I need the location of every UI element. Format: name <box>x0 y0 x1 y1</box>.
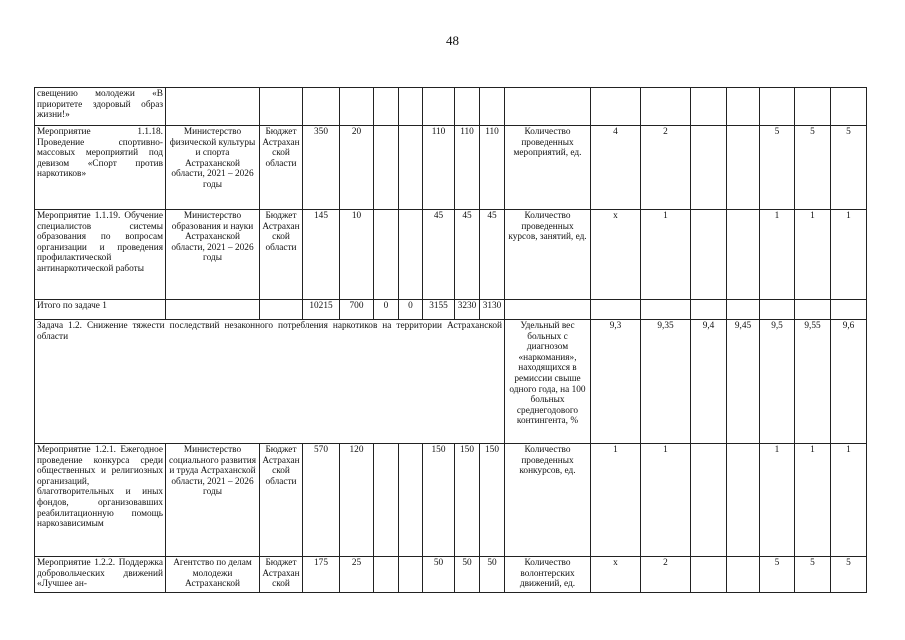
value-cell <box>374 210 399 300</box>
target-cell: 5 <box>760 126 795 210</box>
value-cell <box>399 210 423 300</box>
value-cell <box>374 444 399 557</box>
target-cell: 1 <box>641 444 691 557</box>
target-cell <box>727 126 760 210</box>
value-cell: 45 <box>480 210 505 300</box>
total-value-cell: 3230 <box>455 300 480 320</box>
target-cell: 5 <box>831 557 867 593</box>
value-cell <box>399 444 423 557</box>
target-cell: 1 <box>795 210 831 300</box>
value-cell: 25 <box>340 557 374 593</box>
total-value-cell: 0 <box>374 300 399 320</box>
target-cell: 2 <box>641 126 691 210</box>
value-cell: 350 <box>303 126 340 210</box>
value-cell: 110 <box>455 126 480 210</box>
activity-cell: свещению молодежи «В приоритете здоровый образ жизни!» <box>35 88 166 126</box>
target-cell: 1 <box>591 444 641 557</box>
value-cell: 50 <box>423 557 455 593</box>
funding-source-cell: Бюджет Астраханской <box>260 557 303 593</box>
table-row <box>35 126 867 210</box>
value-cell: 175 <box>303 557 340 593</box>
total-row <box>35 300 867 320</box>
target-cell <box>691 126 727 210</box>
executor-cell: Министерство социального развития и труда Астраханской области, 2021 – 2026 годы <box>166 444 260 557</box>
funding-source-cell: Бюджет Астраханской области <box>260 126 303 210</box>
indicator-cell: Удельный вес больных с диагнозом «наркомания», находящихся в ремиссии свыше одного года, на 100 больных среднегодового контингента, % <box>505 320 591 444</box>
value-cell: 110 <box>423 126 455 210</box>
target-cell: 9,6 <box>831 320 867 444</box>
table-row <box>35 557 867 593</box>
target-cell: 5 <box>795 557 831 593</box>
indicator-cell: Количество проведенных курсов, занятий, ед. <box>505 210 591 300</box>
target-cell <box>691 557 727 593</box>
value-cell <box>374 557 399 593</box>
activity-cell: Мероприятие 1.1.19. Обучение специалистов системы образования по вопросам организации и проведения профилактической антинаркотической работы <box>35 210 166 300</box>
target-cell: 1 <box>795 444 831 557</box>
executor-cell: Министерство образования и науки Астраханской области, 2021 – 2026 годы <box>166 210 260 300</box>
value-cell: 110 <box>480 126 505 210</box>
target-cell: 9,4 <box>691 320 727 444</box>
value-cell: 50 <box>455 557 480 593</box>
target-cell: 9,35 <box>641 320 691 444</box>
total-label: Итого по задаче 1 <box>35 300 166 320</box>
indicator-cell: Количество волонтерских движений, ед. <box>505 557 591 593</box>
activity-cell: Мероприятие 1.2.2. Поддержка добровольческих движений «Лучшее ан- <box>35 557 166 593</box>
target-cell: 9,5 <box>760 320 795 444</box>
table-row <box>35 444 867 557</box>
target-cell: 5 <box>795 126 831 210</box>
total-value-cell: 0 <box>399 300 423 320</box>
executor-cell: Министерство физической культуры и спорта Астраханской области, 2021 – 2026 годы <box>166 126 260 210</box>
funding-source-cell: Бюджет Астраханской области <box>260 444 303 557</box>
total-value-cell: 3130 <box>480 300 505 320</box>
activity-cell: Мероприятие 1.1.18. Проведение спортивно-массовых мероприятий под девизом «Спорт против наркотиков» <box>35 126 166 210</box>
indicator-cell: Количество проведенных мероприятий, ед. <box>505 126 591 210</box>
target-cell: 9,45 <box>727 320 760 444</box>
value-cell: 145 <box>303 210 340 300</box>
value-cell: 45 <box>455 210 480 300</box>
target-cell: 1 <box>831 210 867 300</box>
target-cell: x <box>591 557 641 593</box>
value-cell: 45 <box>423 210 455 300</box>
target-cell <box>727 557 760 593</box>
executor-cell: Агентство по делам молодежи Астраханской <box>166 557 260 593</box>
target-cell: 2 <box>641 557 691 593</box>
target-cell: 9,3 <box>591 320 641 444</box>
value-cell: 50 <box>480 557 505 593</box>
value-cell <box>374 126 399 210</box>
target-cell: x <box>591 210 641 300</box>
target-cell: 9,55 <box>795 320 831 444</box>
target-cell: 5 <box>760 557 795 593</box>
value-cell: 10 <box>340 210 374 300</box>
target-cell: 5 <box>831 126 867 210</box>
indicator-cell: Количество проведенных конкурсов, ед. <box>505 444 591 557</box>
value-cell: 570 <box>303 444 340 557</box>
program-activities-table <box>34 87 867 593</box>
value-cell: 150 <box>480 444 505 557</box>
target-cell: 1 <box>831 444 867 557</box>
total-value-cell: 700 <box>340 300 374 320</box>
total-value-cell: 10215 <box>303 300 340 320</box>
value-cell <box>399 126 423 210</box>
total-value-cell: 3155 <box>423 300 455 320</box>
table-row <box>35 210 867 300</box>
value-cell: 20 <box>340 126 374 210</box>
target-cell <box>691 210 727 300</box>
page-number: 48 <box>446 33 459 48</box>
table-row <box>35 88 867 126</box>
task-heading: Задача 1.2. Снижение тяжести последствий незаконного потребления наркотиков на территории Астраханской области <box>35 320 505 444</box>
target-cell <box>727 210 760 300</box>
value-cell: 150 <box>455 444 480 557</box>
target-cell: 1 <box>760 210 795 300</box>
target-cell: 1 <box>760 444 795 557</box>
activity-cell: Мероприятие 1.2.1. Ежегодное проведение конкурса среди общественных и религиозных организаций, благотворительных и иных фондов, организовавших реабилитационную помощь наркозависимым <box>35 444 166 557</box>
target-cell <box>691 444 727 557</box>
target-cell <box>727 444 760 557</box>
value-cell: 120 <box>340 444 374 557</box>
task-row <box>35 320 867 444</box>
value-cell <box>399 557 423 593</box>
value-cell: 150 <box>423 444 455 557</box>
funding-source-cell: Бюджет Астраханской области <box>260 210 303 300</box>
target-cell: 1 <box>641 210 691 300</box>
target-cell: 4 <box>591 126 641 210</box>
